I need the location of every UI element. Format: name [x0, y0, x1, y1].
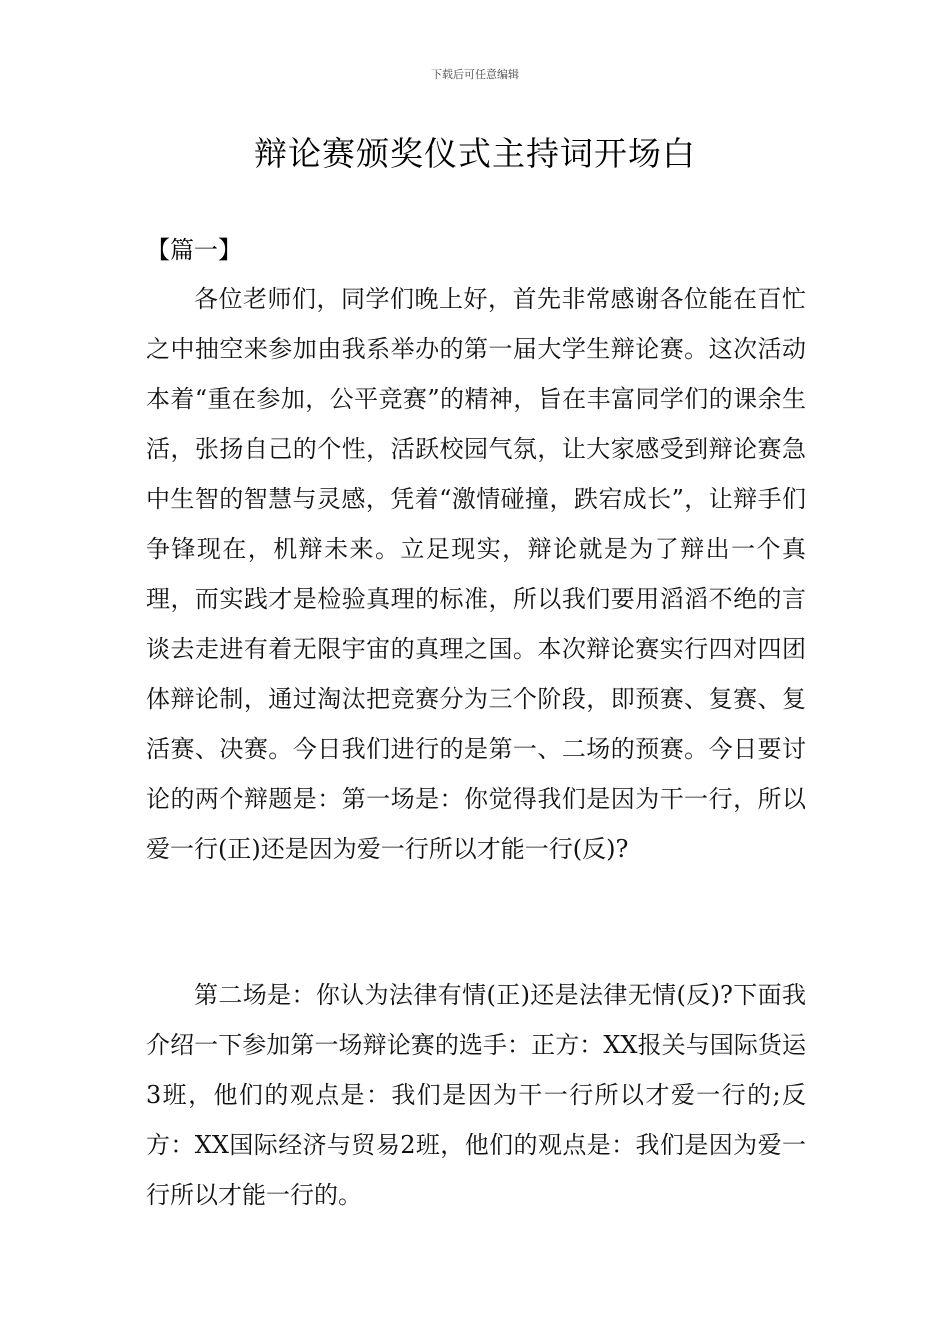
- section-label: 【篇一】: [146, 236, 242, 264]
- header-note: 下载后可任意编辑: [431, 68, 519, 81]
- document-title: 辩论赛颁奖仪式主持词开场白: [254, 134, 696, 173]
- body-paragraph: 第二场是：你认为法律有情(正)还是法律无情(反)?下面我介绍一下参加第一场辩论赛的选手：正方：XX报关与国际货运3班，他们的观点是：我们是因为干一行所以才爱一行的;反方：XX国际经济与贸易2班，他们的观点是：我们是因为爱一行所以才能一行的。: [146, 981, 806, 1209]
- body-paragraph: 各位老师们，同学们晚上好，首先非常感谢各位能在百忙之中抽空来参加由我系举办的第一届大学生辩论赛。这次活动本着“重在参加，公平竞赛”的精神，旨在丰富同学们的课余生活，张扬自己的个性，活跃校园气氛，让大家感受到辩论赛急中生智的智慧与灵感，凭着“激情碰撞，跌宕成长”，让辩手们争锋现在，机辩未来。立足现实，辩论就是为了辩出一个真理，而实践才是检验真理的标准，所以我们要用滔滔不绝的言谈去走进有着无限宇宙的真理之国。本次辩论赛实行四对四团体辩论制，通过淘汰把竞赛分为三个阶段，即预赛、复赛、复活赛、决赛。今日我们进行的是第一、二场的预赛。今日要讨论的两个辩题是：第一场是：你觉得我们是因为干一行，所以爱一行(正)还是因为爱一行所以才能一行(反)?: [146, 285, 806, 863]
